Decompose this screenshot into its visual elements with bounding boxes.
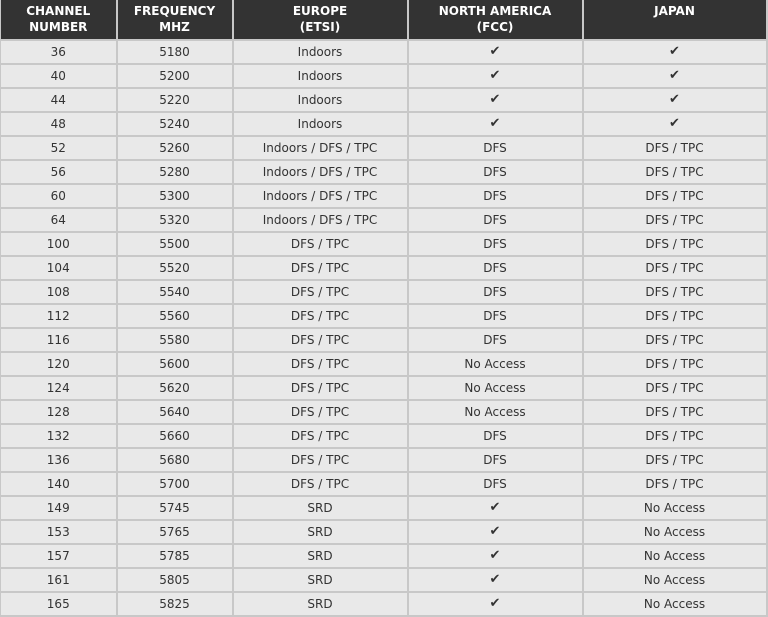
cell-europe: Indoors / DFS / TPC <box>233 136 408 160</box>
cell-north-america-check-icon: ✔ <box>408 520 583 544</box>
cell-frequency: 5660 <box>117 424 233 448</box>
cell-channel-number: 161 <box>1 568 117 592</box>
cell-japan: DFS / TPC <box>583 136 767 160</box>
cell-japan-check-icon: ✔ <box>583 64 767 88</box>
cell-north-america-check-icon: ✔ <box>408 40 583 64</box>
cell-north-america-check-icon: ✔ <box>408 64 583 88</box>
cell-europe: DFS / TPC <box>233 424 408 448</box>
cell-frequency: 5680 <box>117 448 233 472</box>
cell-north-america: DFS <box>408 304 583 328</box>
cell-frequency: 5540 <box>117 280 233 304</box>
cell-japan: DFS / TPC <box>583 400 767 424</box>
cell-channel-number: 149 <box>1 496 117 520</box>
cell-japan: DFS / TPC <box>583 328 767 352</box>
table-row <box>1 160 767 184</box>
table-row <box>1 280 767 304</box>
cell-japan: No Access <box>583 544 767 568</box>
cell-frequency: 5580 <box>117 328 233 352</box>
cell-north-america-check-icon: ✔ <box>408 88 583 112</box>
cell-japan: No Access <box>583 496 767 520</box>
table-row <box>1 184 767 208</box>
cell-europe: DFS / TPC <box>233 304 408 328</box>
cell-europe: DFS / TPC <box>233 376 408 400</box>
cell-japan: DFS / TPC <box>583 160 767 184</box>
cell-channel-number: 132 <box>1 424 117 448</box>
cell-frequency: 5620 <box>117 376 233 400</box>
cell-channel-number: 44 <box>1 88 117 112</box>
cell-frequency: 5240 <box>117 112 233 136</box>
header-frequency: FREQUENCY MHZ <box>117 0 233 40</box>
cell-north-america: DFS <box>408 136 583 160</box>
table-row <box>1 592 767 616</box>
table-row <box>1 472 767 496</box>
cell-frequency: 5520 <box>117 256 233 280</box>
cell-japan: No Access <box>583 592 767 616</box>
cell-japan: No Access <box>583 520 767 544</box>
cell-japan-check-icon: ✔ <box>583 112 767 136</box>
cell-europe: Indoors / DFS / TPC <box>233 160 408 184</box>
cell-japan: DFS / TPC <box>583 376 767 400</box>
cell-channel-number: 128 <box>1 400 117 424</box>
cell-frequency: 5600 <box>117 352 233 376</box>
cell-north-america: DFS <box>408 208 583 232</box>
cell-north-america-check-icon: ✔ <box>408 544 583 568</box>
cell-japan: DFS / TPC <box>583 184 767 208</box>
cell-frequency: 5180 <box>117 40 233 64</box>
cell-frequency: 5320 <box>117 208 233 232</box>
cell-japan: DFS / TPC <box>583 232 767 256</box>
cell-frequency: 5640 <box>117 400 233 424</box>
cell-channel-number: 100 <box>1 232 117 256</box>
cell-japan: DFS / TPC <box>583 280 767 304</box>
cell-frequency: 5560 <box>117 304 233 328</box>
table-body <box>1 40 767 616</box>
cell-north-america: DFS <box>408 160 583 184</box>
cell-frequency: 5745 <box>117 496 233 520</box>
cell-channel-number: 60 <box>1 184 117 208</box>
cell-frequency: 5300 <box>117 184 233 208</box>
cell-north-america: DFS <box>408 472 583 496</box>
cell-europe: Indoors <box>233 112 408 136</box>
header-channel-number: CHANNEL NUMBER <box>1 0 117 40</box>
cell-europe: SRD <box>233 592 408 616</box>
table-row <box>1 112 767 136</box>
table-row <box>1 88 767 112</box>
cell-japan: DFS / TPC <box>583 472 767 496</box>
table-row <box>1 40 767 64</box>
table-row <box>1 496 767 520</box>
header-row <box>1 0 767 40</box>
cell-north-america: DFS <box>408 424 583 448</box>
cell-europe: DFS / TPC <box>233 448 408 472</box>
cell-europe: DFS / TPC <box>233 328 408 352</box>
cell-europe: DFS / TPC <box>233 352 408 376</box>
cell-north-america: DFS <box>408 328 583 352</box>
cell-japan: No Access <box>583 568 767 592</box>
cell-north-america-check-icon: ✔ <box>408 568 583 592</box>
cell-frequency: 5200 <box>117 64 233 88</box>
header-japan: JAPAN <box>583 0 767 40</box>
cell-frequency: 5700 <box>117 472 233 496</box>
cell-north-america: DFS <box>408 256 583 280</box>
cell-frequency: 5785 <box>117 544 233 568</box>
table-row <box>1 544 767 568</box>
cell-europe: Indoors <box>233 88 408 112</box>
cell-europe: SRD <box>233 568 408 592</box>
cell-europe: DFS / TPC <box>233 232 408 256</box>
table-row <box>1 136 767 160</box>
cell-europe: Indoors <box>233 64 408 88</box>
cell-europe: SRD <box>233 496 408 520</box>
cell-europe: Indoors <box>233 40 408 64</box>
cell-japan: DFS / TPC <box>583 256 767 280</box>
table-row <box>1 328 767 352</box>
cell-europe: DFS / TPC <box>233 400 408 424</box>
cell-japan: DFS / TPC <box>583 208 767 232</box>
table-row <box>1 376 767 400</box>
cell-channel-number: 116 <box>1 328 117 352</box>
table-row <box>1 232 767 256</box>
table-row <box>1 256 767 280</box>
table-row <box>1 304 767 328</box>
cell-channel-number: 52 <box>1 136 117 160</box>
cell-north-america-check-icon: ✔ <box>408 592 583 616</box>
cell-channel-number: 104 <box>1 256 117 280</box>
cell-frequency: 5220 <box>117 88 233 112</box>
cell-north-america: DFS <box>408 448 583 472</box>
cell-channel-number: 36 <box>1 40 117 64</box>
table-row <box>1 208 767 232</box>
cell-channel-number: 112 <box>1 304 117 328</box>
table-row <box>1 424 767 448</box>
table-row <box>1 64 767 88</box>
cell-frequency: 5825 <box>117 592 233 616</box>
cell-north-america: DFS <box>408 184 583 208</box>
cell-europe: DFS / TPC <box>233 256 408 280</box>
cell-channel-number: 157 <box>1 544 117 568</box>
cell-europe: Indoors / DFS / TPC <box>233 208 408 232</box>
cell-europe: DFS / TPC <box>233 472 408 496</box>
cell-channel-number: 153 <box>1 520 117 544</box>
cell-north-america: No Access <box>408 352 583 376</box>
cell-channel-number: 40 <box>1 64 117 88</box>
cell-japan: DFS / TPC <box>583 448 767 472</box>
cell-japan-check-icon: ✔ <box>583 88 767 112</box>
cell-north-america-check-icon: ✔ <box>408 496 583 520</box>
cell-frequency: 5805 <box>117 568 233 592</box>
table-header <box>1 0 767 40</box>
table-row <box>1 400 767 424</box>
cell-frequency: 5260 <box>117 136 233 160</box>
cell-europe: DFS / TPC <box>233 280 408 304</box>
table-row <box>1 520 767 544</box>
cell-channel-number: 140 <box>1 472 117 496</box>
cell-channel-number: 56 <box>1 160 117 184</box>
header-europe: EUROPE (ETSI) <box>233 0 408 40</box>
cell-channel-number: 108 <box>1 280 117 304</box>
cell-channel-number: 120 <box>1 352 117 376</box>
cell-channel-number: 136 <box>1 448 117 472</box>
cell-channel-number: 165 <box>1 592 117 616</box>
cell-channel-number: 64 <box>1 208 117 232</box>
cell-japan: DFS / TPC <box>583 352 767 376</box>
cell-europe: SRD <box>233 520 408 544</box>
cell-north-america: DFS <box>408 280 583 304</box>
cell-channel-number: 48 <box>1 112 117 136</box>
table-row <box>1 568 767 592</box>
cell-japan-check-icon: ✔ <box>583 40 767 64</box>
cell-north-america-check-icon: ✔ <box>408 112 583 136</box>
cell-frequency: 5280 <box>117 160 233 184</box>
cell-north-america: DFS <box>408 232 583 256</box>
cell-europe: SRD <box>233 544 408 568</box>
header-north-america: NORTH AMERICA (FCC) <box>408 0 583 40</box>
cell-japan: DFS / TPC <box>583 304 767 328</box>
cell-north-america: No Access <box>408 400 583 424</box>
cell-europe: Indoors / DFS / TPC <box>233 184 408 208</box>
cell-north-america: No Access <box>408 376 583 400</box>
cell-frequency: 5500 <box>117 232 233 256</box>
table-row <box>1 448 767 472</box>
cell-frequency: 5765 <box>117 520 233 544</box>
cell-japan: DFS / TPC <box>583 424 767 448</box>
cell-channel-number: 124 <box>1 376 117 400</box>
table-row <box>1 352 767 376</box>
